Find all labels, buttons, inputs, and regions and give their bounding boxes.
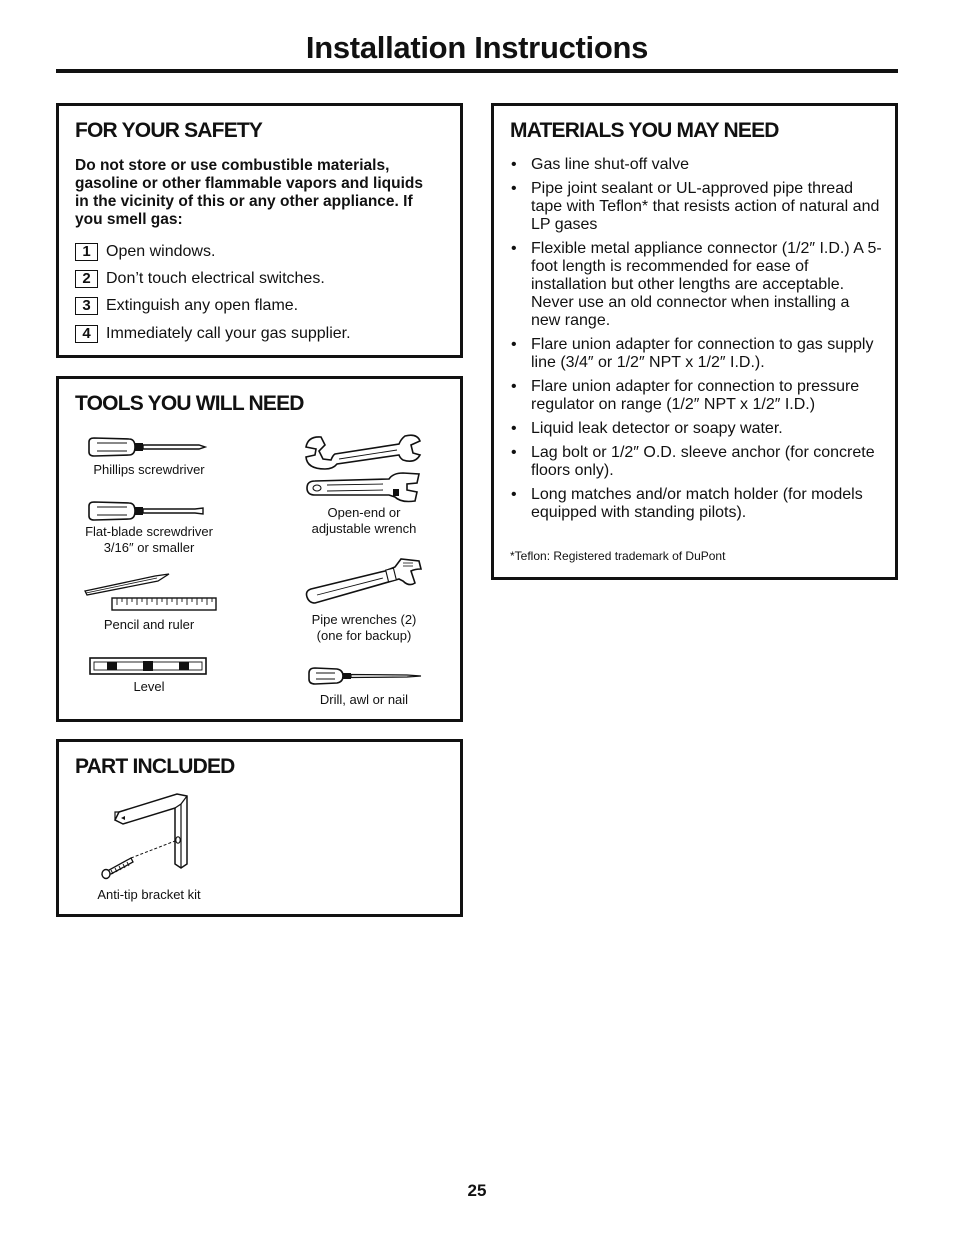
part-heading: PART INCLUDED xyxy=(75,755,235,778)
pipe-wrench-label-2: (one for backup) xyxy=(316,628,412,643)
pipe-wrench-icon xyxy=(303,557,425,607)
tools-heading: TOOLS YOU WILL NEED xyxy=(75,392,304,415)
title-rule xyxy=(56,69,898,73)
step-text: Open windows. xyxy=(106,242,216,260)
list-item: • Flare union adapter for connection to gas supply line (3/4″ or 1/2″ NPT x 1/2″ I.D.). xyxy=(510,336,882,372)
awl-icon xyxy=(307,665,423,687)
safety-panel xyxy=(56,103,463,358)
step-number: 1 xyxy=(75,243,98,261)
safety-step xyxy=(75,320,351,347)
list-item: • Flare union adapter for connection to pressure regulator on range (1/2″ NPT x 1/2″ I.D.) xyxy=(510,378,882,414)
step-number: 4 xyxy=(75,325,98,343)
open-end-wrench-icon xyxy=(303,433,423,473)
step-text: Don’t touch electrical switches. xyxy=(106,269,325,287)
list-item: • Gas line shut-off valve xyxy=(510,156,882,174)
flatblade-label-2: 3/16″ or smaller xyxy=(103,540,195,555)
list-item: • Long matches and/or match holder (for models equipped with standing pilots). xyxy=(510,486,882,522)
adjustable-wrench-icon xyxy=(303,471,423,505)
list-item: • Lag bolt or 1/2″ O.D. sleeve anchor (for concrete floors only). xyxy=(510,444,882,480)
safety-step xyxy=(75,265,351,292)
drill-label: Drill, awl or nail xyxy=(319,692,409,707)
pencil-icon xyxy=(83,573,171,597)
step-text: Immediately call your gas supplier. xyxy=(106,324,351,342)
wrench-label-2: adjustable wrench xyxy=(311,521,417,536)
pipe-wrench-label-1: Pipe wrenches (2) xyxy=(311,612,417,627)
flatblade-label-1: Flat-blade screwdriver xyxy=(85,524,213,539)
level-icon xyxy=(89,656,207,676)
pencil-label: Pencil and ruler xyxy=(103,617,195,632)
safety-warning: Do not store or use combustible materials, gasoline or other flammable vapors and liquids in the vicinity of this or any other appliance. If you smell gas: xyxy=(75,157,423,228)
list-item: • Liquid leak detector or soapy water. xyxy=(510,420,882,438)
anti-tip-bracket-icon xyxy=(97,790,197,882)
page-number: 25 xyxy=(467,1181,487,1200)
safety-steps xyxy=(75,238,351,347)
materials-heading: MATERIALS YOU MAY NEED xyxy=(510,119,779,142)
step-number: 3 xyxy=(75,297,98,315)
phillips-label: Phillips screwdriver xyxy=(93,462,205,477)
tools-panel xyxy=(56,376,463,722)
list-item: • Flexible metal appliance connector (1/2″ I.D.) A 5-foot length is recommended for ease of installation but other lengths are acceptable. Never use an old connector when installing a new range. xyxy=(510,240,882,330)
step-number: 2 xyxy=(75,270,98,288)
phillips-screwdriver-icon xyxy=(87,435,207,459)
list-item: • Pipe joint sealant or UL-approved pipe thread tape with Teflon* that resists action of natural and LP gases xyxy=(510,180,882,234)
teflon-footnote: *Teflon: Registered trademark of DuPont xyxy=(510,549,726,563)
ruler-icon xyxy=(111,597,217,611)
part-panel xyxy=(56,739,463,917)
materials-list xyxy=(510,156,882,528)
flat-blade-screwdriver-icon xyxy=(87,499,207,523)
wrench-label-1: Open-end or xyxy=(327,505,401,520)
safety-step xyxy=(75,238,351,265)
step-text: Extinguish any open flame. xyxy=(106,297,299,315)
materials-panel xyxy=(491,103,898,580)
page-title: Installation Instructions xyxy=(305,30,649,65)
safety-heading: FOR YOUR SAFETY xyxy=(75,119,263,142)
level-label: Level xyxy=(133,679,165,694)
part-label: Anti-tip bracket kit xyxy=(97,887,201,902)
safety-step xyxy=(75,293,351,320)
